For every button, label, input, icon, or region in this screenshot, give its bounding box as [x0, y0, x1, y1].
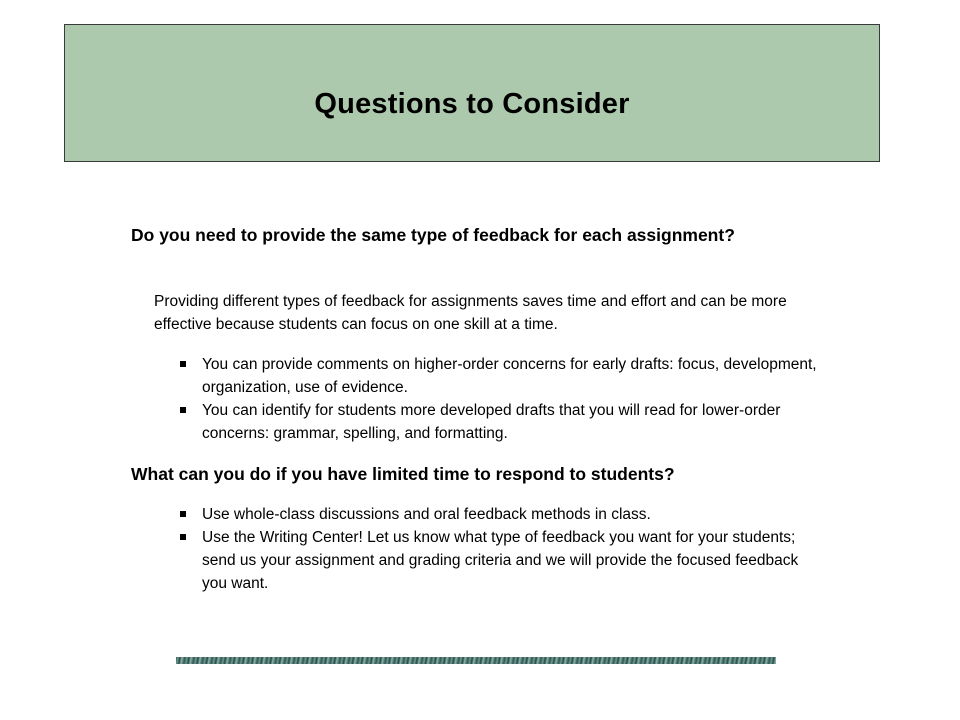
- title-banner: [64, 24, 880, 162]
- square-bullet-icon: [180, 361, 186, 367]
- list-item-text: Use whole-class discussions and oral feedback methods in class.: [202, 506, 651, 523]
- square-bullet-icon: [180, 407, 186, 413]
- list-item-text: Use the Writing Center! Let us know what type of feedback you want for your students; send us your assignment and grading criteria and we will provide the focused feedback you want.: [202, 529, 799, 592]
- question-heading-1: Do you need to provide the same type of feedback for each assignment?: [131, 225, 735, 245]
- bullet-list-2: [178, 503, 818, 595]
- question-heading-2: What can you do if you have limited time to respond to students?: [131, 464, 675, 484]
- list-item: [178, 526, 818, 595]
- explanation-paragraph: Providing different types of feedback for assignments saves time and effort and can be more effective because students can focus on one skill at a time.: [154, 293, 787, 333]
- list-item: [178, 353, 818, 399]
- square-bullet-icon: [180, 534, 186, 540]
- list-item-text: You can provide comments on higher-order concerns for early drafts: focus, development, organization, use of evidence.: [202, 356, 817, 396]
- bullet-list-1: [178, 353, 818, 445]
- square-bullet-icon: [180, 511, 186, 517]
- list-item: [178, 399, 818, 445]
- list-item: [178, 503, 818, 526]
- page-title: Questions to Consider: [314, 88, 630, 120]
- footer-decorative-bar: [176, 657, 776, 664]
- list-item-text: You can identify for students more developed drafts that you will read for lower-order concerns: grammar, spelling, and formatting.: [202, 402, 781, 442]
